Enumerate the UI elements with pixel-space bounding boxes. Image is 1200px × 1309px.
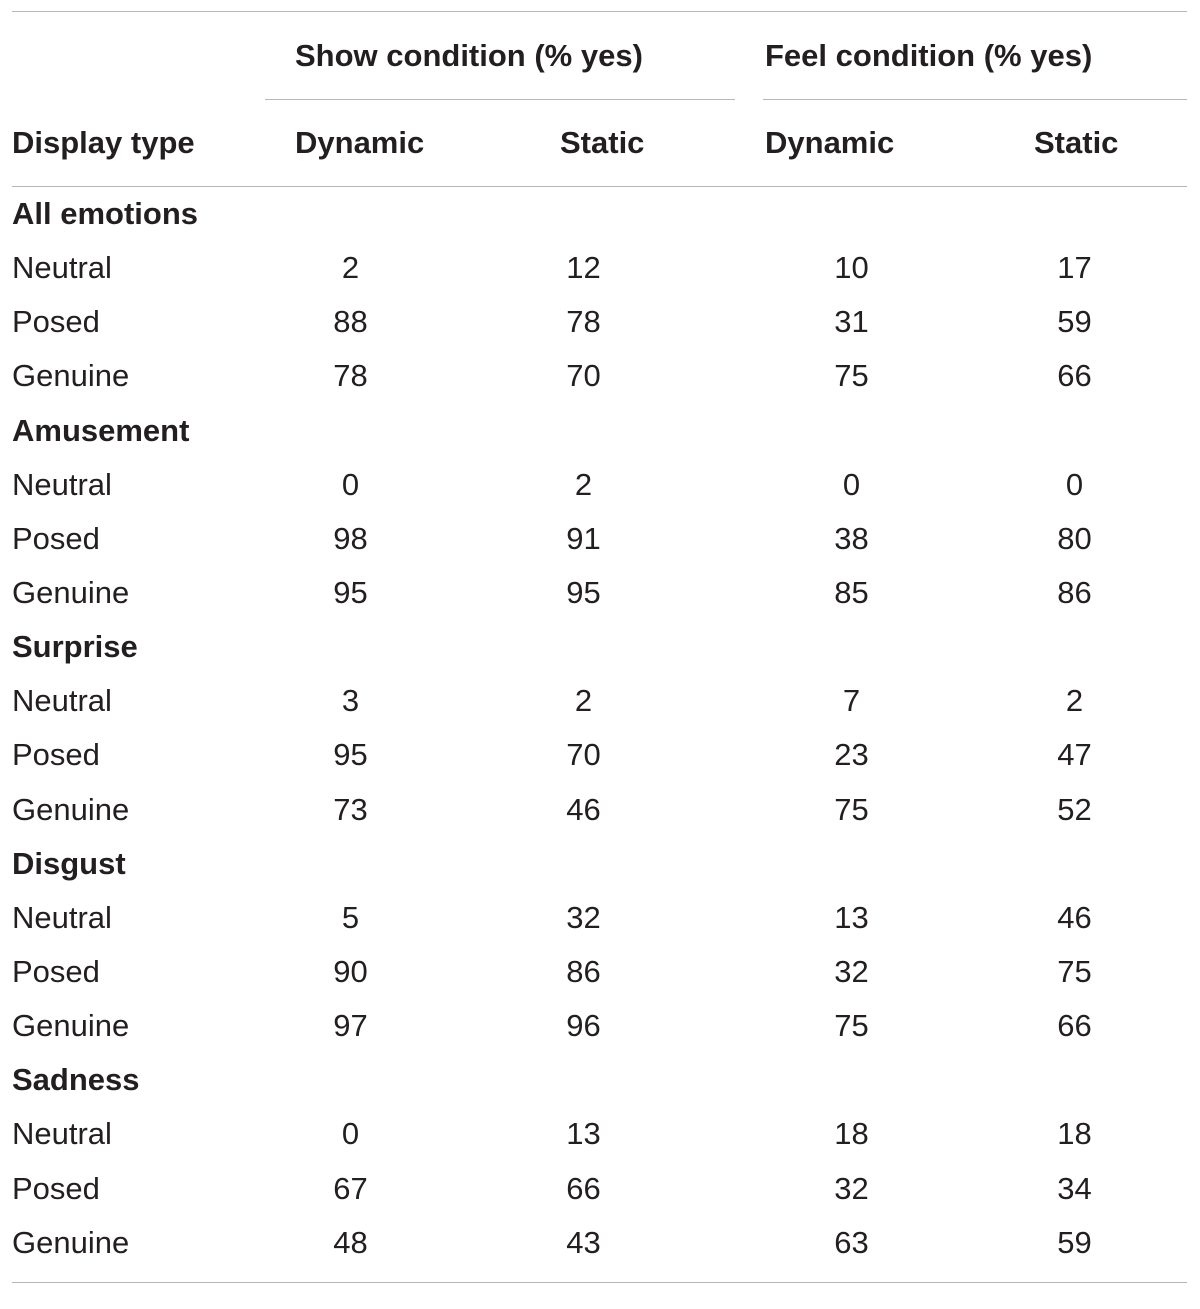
value-cell: 47 [1057,737,1092,773]
feel-condition-label: Feel condition (% yes) [765,38,1093,73]
row-label: Neutral [12,1116,112,1152]
table-row [12,1161,1187,1215]
row-label: Genuine [12,575,130,611]
table-row [12,1107,1187,1161]
table-row [12,349,1187,403]
value-cell: 66 [1057,358,1092,394]
table-row [12,512,1187,566]
value-cell: 88 [333,304,368,340]
value-cell: 7 [842,683,861,719]
value-cell: 78 [333,358,368,394]
section-title: Disgust [12,845,126,881]
row-label: Posed [12,1170,100,1206]
value-cell: 2 [574,466,593,502]
value-cell: 32 [566,899,601,935]
row-label: Neutral [12,466,112,502]
table-row [12,1216,1187,1270]
feel-condition-header [751,12,1187,100]
value-cell: 17 [1057,250,1092,286]
section-header-row [12,1053,1187,1107]
value-cell: 18 [1057,1116,1092,1152]
table-footer [12,1270,1187,1283]
table-header [12,12,1187,187]
value-cell: 86 [566,953,601,989]
section-header-row [12,404,1187,458]
row-label: Neutral [12,899,112,935]
value-cell: 73 [333,791,368,827]
section-title: Sadness [12,1062,140,1098]
value-cell: 34 [1057,1170,1092,1206]
value-cell: 85 [834,575,869,611]
value-cell: 59 [1057,1224,1092,1260]
table-row [12,458,1187,512]
value-cell: 90 [333,953,368,989]
value-cell: 86 [1057,575,1092,611]
value-cell: 2 [574,683,593,719]
row-label: Genuine [12,791,130,827]
table-row [12,891,1187,945]
value-cell: 75 [834,358,869,394]
value-cell: 32 [834,953,869,989]
value-cell: 5 [341,899,360,935]
section-header-row [12,620,1187,674]
section-title: Amusement [12,412,190,448]
value-cell: 70 [566,737,601,773]
table-row [12,999,1187,1053]
value-cell: 63 [834,1224,869,1260]
value-cell: 18 [834,1116,869,1152]
section-title: Surprise [12,629,138,665]
value-cell: 97 [333,1008,368,1044]
column-header-row [12,100,1187,187]
value-cell: 43 [566,1224,601,1260]
value-cell: 66 [566,1170,601,1206]
value-cell: 38 [834,520,869,556]
value-cell: 13 [834,899,869,935]
column-header-feel-static: Static [962,100,1187,187]
show-condition-label: Show condition (% yes) [295,38,643,73]
value-cell: 70 [566,358,601,394]
bottom-rule [12,1282,1187,1283]
show-condition-rule [265,99,735,100]
value-cell: 0 [341,1116,360,1152]
value-cell: 66 [1057,1008,1092,1044]
row-label: Posed [12,520,100,556]
value-cell: 80 [1057,520,1092,556]
value-cell: 3 [341,683,360,719]
section-header-row [12,837,1187,891]
value-cell: 13 [566,1116,601,1152]
table-row [12,566,1187,620]
row-label: Posed [12,953,100,989]
row-label: Posed [12,304,100,340]
section-title: All emotions [12,196,199,231]
column-header-display-type: Display type [12,100,265,187]
table-row [12,728,1187,782]
column-header-show-dynamic: Dynamic [265,100,476,187]
value-cell: 52 [1057,791,1092,827]
value-cell: 95 [333,575,368,611]
table-row [12,295,1187,349]
data-table-container [12,11,1187,1283]
section-header-row [12,187,1187,242]
row-label: Genuine [12,1224,130,1260]
value-cell: 78 [566,304,601,340]
value-cell: 0 [1065,466,1084,502]
value-cell: 2 [1065,683,1084,719]
group-header-empty [12,12,265,100]
value-cell: 48 [333,1224,368,1260]
value-cell: 10 [834,250,869,286]
row-label: Neutral [12,683,112,719]
table-row [12,945,1187,999]
group-header-row [12,12,1187,100]
value-cell: 23 [834,737,869,773]
value-cell: 46 [1057,899,1092,935]
value-cell: 59 [1057,304,1092,340]
column-header-show-static: Static [476,100,751,187]
value-cell: 0 [842,466,861,502]
row-label: Genuine [12,358,130,394]
table-row [12,674,1187,728]
value-cell: 32 [834,1170,869,1206]
show-condition-header [265,12,751,100]
value-cell: 12 [566,250,601,286]
value-cell: 2 [341,250,360,286]
value-cell: 96 [566,1008,601,1044]
footer-spacer [12,1270,1187,1282]
value-cell: 75 [834,1008,869,1044]
feel-condition-rule [763,99,1187,100]
value-cell: 91 [566,520,601,556]
table-row [12,783,1187,837]
column-header-feel-dynamic: Dynamic [751,100,962,187]
row-label: Posed [12,737,100,773]
value-cell: 95 [333,737,368,773]
value-cell: 95 [566,575,601,611]
value-cell: 75 [1057,953,1092,989]
value-cell: 46 [566,791,601,827]
table-body [12,187,1187,1270]
row-label: Genuine [12,1008,130,1044]
value-cell: 31 [834,304,869,340]
results-table [12,11,1187,1283]
value-cell: 67 [333,1170,368,1206]
value-cell: 98 [333,520,368,556]
table-row [12,241,1187,295]
value-cell: 0 [341,466,360,502]
row-label: Neutral [12,250,112,286]
value-cell: 75 [834,791,869,827]
